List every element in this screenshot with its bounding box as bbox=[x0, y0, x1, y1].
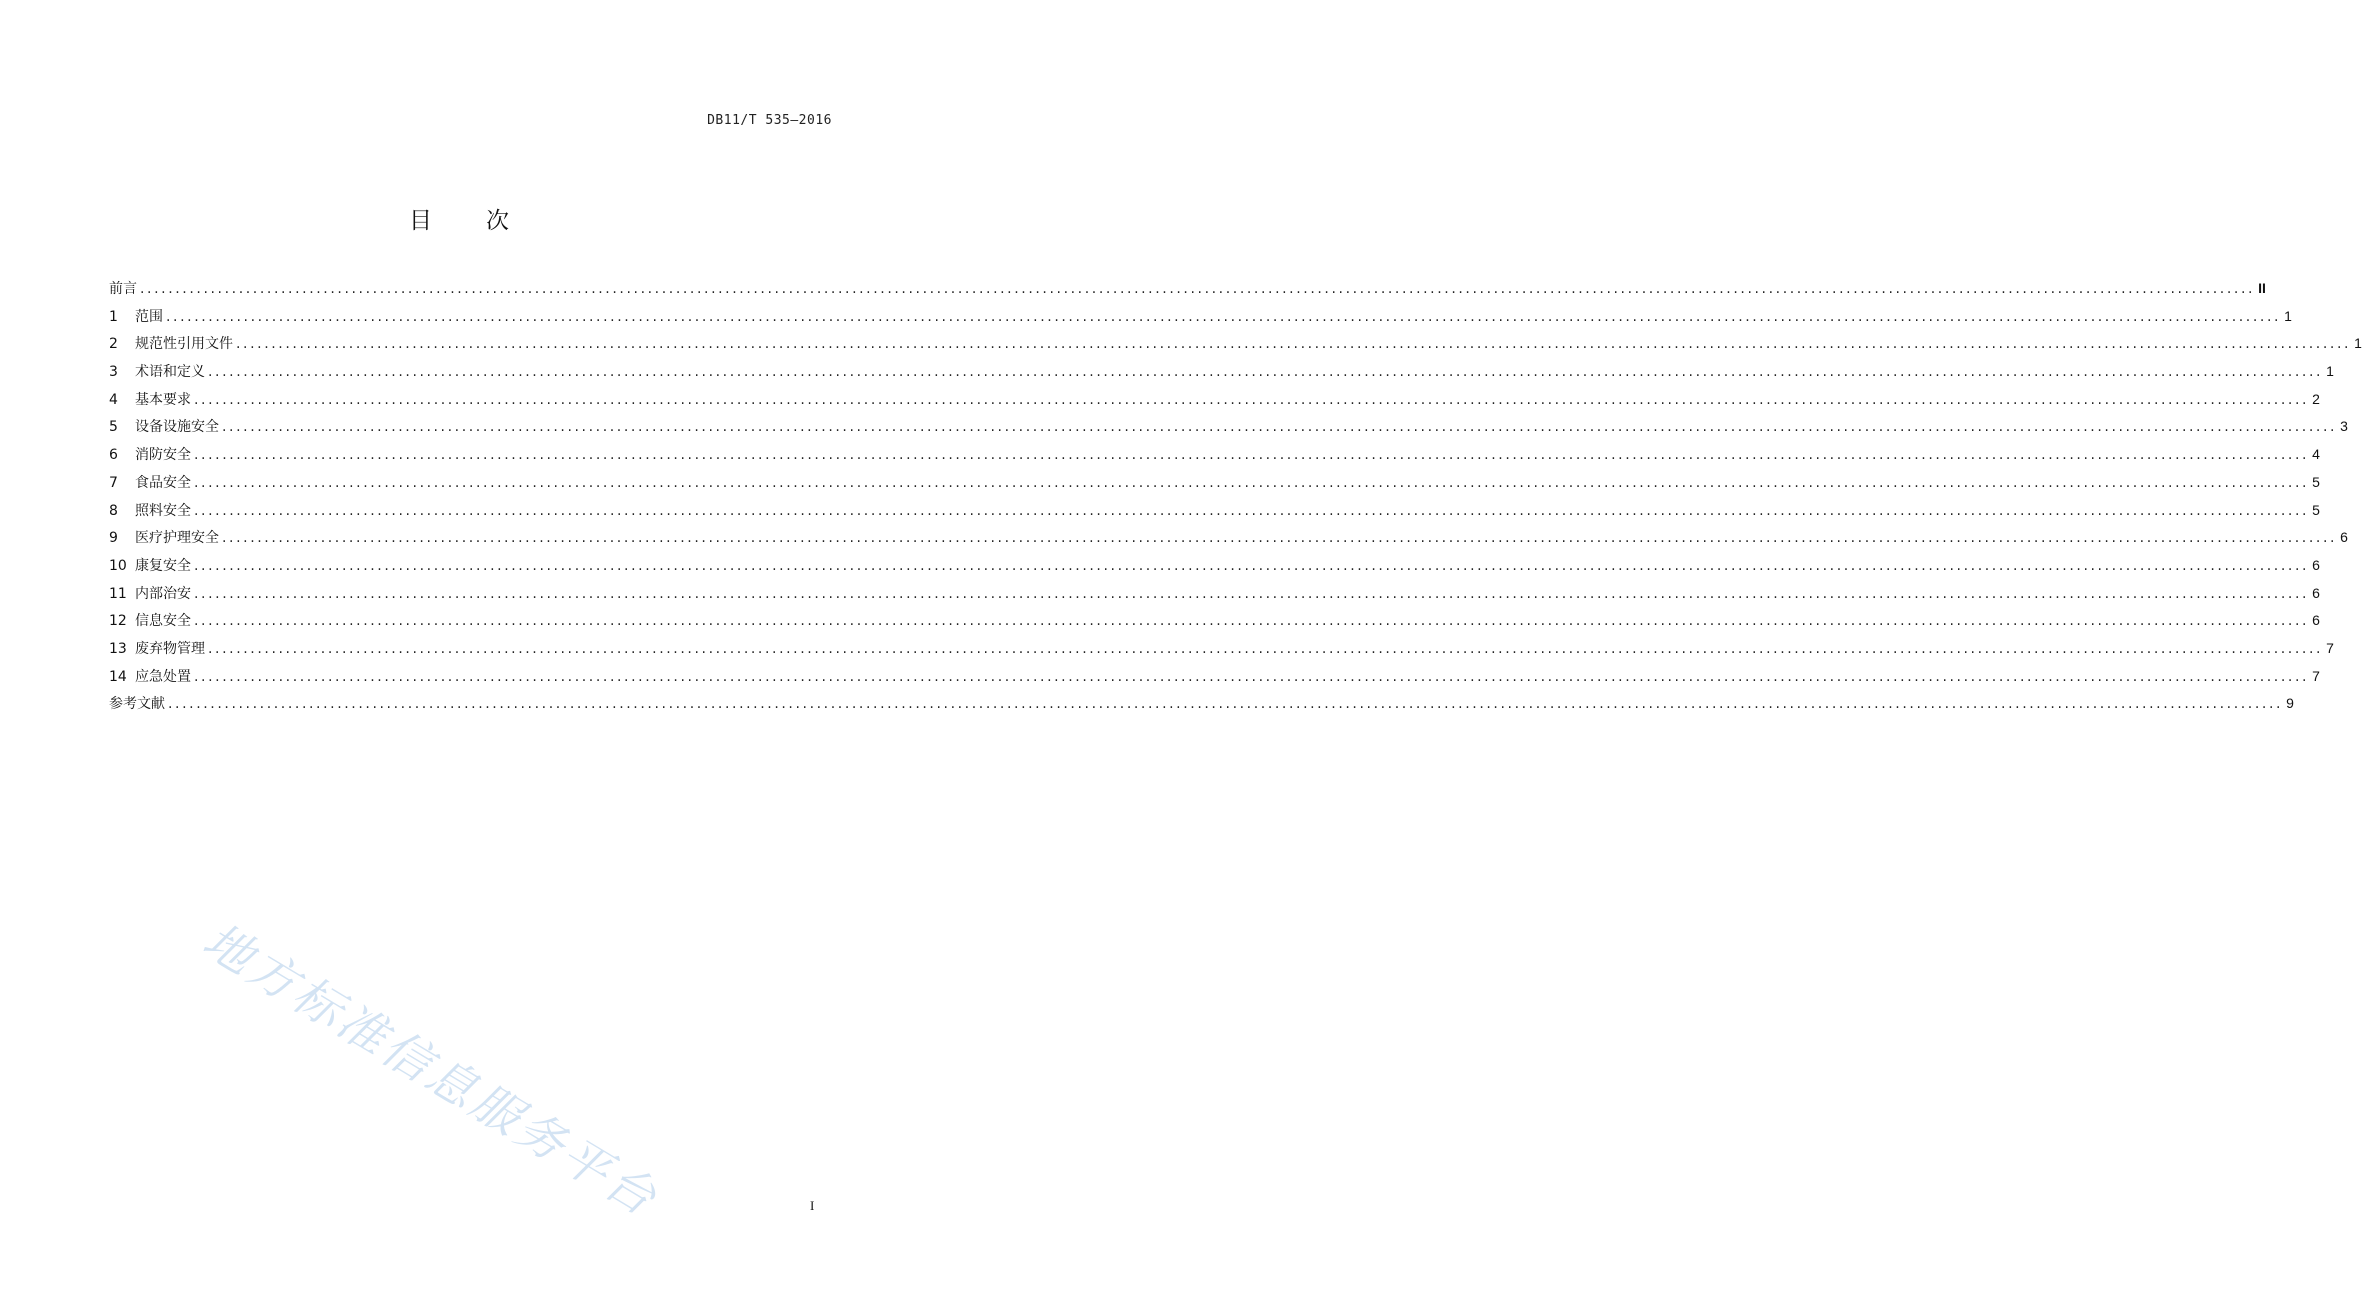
toc-entry-foreword[interactable] bbox=[109, 275, 2266, 303]
toc-entry-14[interactable] bbox=[109, 663, 2320, 691]
toc-entry-page: 1 bbox=[2354, 335, 2362, 352]
toc-entry-number: 6 bbox=[109, 447, 118, 464]
toc-entry-8[interactable] bbox=[109, 497, 2320, 525]
toc-leader-dots: ............................................................................................................................................................................................................................................................................................................ bbox=[194, 447, 2310, 464]
toc-leader-dots: ............................................................................................................................................................................................................................................................................................................ bbox=[222, 530, 2338, 547]
toc-entry-page: 7 bbox=[2312, 667, 2320, 684]
toc-leader-dots: ............................................................................................................................................................................................................................................................................................................ bbox=[194, 613, 2310, 630]
toc-entry-12[interactable] bbox=[109, 607, 2320, 635]
toc-leader-dots: ............................................................................................................................................................................................................................................................................................................ bbox=[194, 668, 2310, 685]
toc-entry-number: 5 bbox=[109, 419, 118, 436]
toc-entry-6[interactable] bbox=[109, 441, 2320, 469]
document-code: DB11/T 535—2016 bbox=[707, 113, 832, 128]
toc-entry-label: 参考文献 bbox=[109, 696, 165, 713]
toc-leader-dots: ............................................................................................................................................................................................................................................................................................................ bbox=[166, 308, 2282, 325]
toc-entry-number: 9 bbox=[109, 530, 118, 547]
toc-entry-2[interactable] bbox=[109, 330, 2362, 358]
toc-entry-number: 11 bbox=[109, 585, 127, 602]
toc-entry-number: 13 bbox=[109, 640, 127, 657]
toc-entry-page: 6 bbox=[2340, 529, 2348, 546]
toc-leader-dots: ............................................................................................................................................................................................................................................................................................................ bbox=[140, 281, 2256, 297]
page-title bbox=[0, 202, 920, 235]
toc-leader-dots: ............................................................................................................................................................................................................................................................................................................ bbox=[194, 585, 2310, 602]
toc-entry-13[interactable] bbox=[109, 635, 2334, 663]
toc-entry-number: 3 bbox=[109, 364, 118, 381]
toc-leader-dots: ............................................................................................................................................................................................................................................................................................................ bbox=[194, 557, 2310, 574]
toc-entry-page: 3 bbox=[2340, 418, 2348, 435]
toc-entry-number: 12 bbox=[109, 613, 127, 630]
toc-entry-references[interactable] bbox=[109, 690, 2294, 718]
toc-entry-label: 设备设施安全 bbox=[135, 419, 219, 436]
toc-entry-5[interactable] bbox=[109, 413, 2348, 441]
toc-entry-label: 信息安全 bbox=[135, 613, 191, 630]
toc-entry-7[interactable] bbox=[109, 469, 2320, 497]
toc-entry-4[interactable] bbox=[109, 386, 2320, 414]
toc-entry-label: 医疗护理安全 bbox=[135, 530, 219, 547]
toc-entry-label: 基本要求 bbox=[135, 391, 191, 408]
toc-entry-page: 1 bbox=[2284, 307, 2292, 324]
toc-leader-dots: ............................................................................................................................................................................................................................................................................................................ bbox=[236, 336, 2352, 353]
title-char-1: 目 bbox=[409, 208, 434, 234]
toc-entry-number: 7 bbox=[109, 474, 118, 491]
toc-entry-page: 6 bbox=[2312, 612, 2320, 629]
toc-entry-page: 5 bbox=[2312, 501, 2320, 518]
toc-entry-number: 10 bbox=[109, 557, 127, 574]
toc-entry-9[interactable] bbox=[109, 524, 2348, 552]
toc-entry-number: 1 bbox=[109, 308, 118, 325]
toc-entry-label: 内部治安 bbox=[135, 585, 191, 602]
toc-entry-label: 照料安全 bbox=[135, 502, 191, 519]
watermark: 地方标准信息服务平台 bbox=[193, 912, 669, 1229]
toc-leader-dots: ............................................................................................................................................................................................................................................................................................................ bbox=[194, 474, 2310, 491]
toc-entry-label: 前言 bbox=[109, 281, 137, 297]
toc-entry-3[interactable] bbox=[109, 358, 2334, 386]
page-number: I bbox=[810, 1198, 815, 1213]
toc-entry-10[interactable] bbox=[109, 552, 2320, 580]
toc-entry-label: 规范性引用文件 bbox=[135, 336, 233, 353]
table-of-contents bbox=[109, 275, 2362, 718]
toc-entry-number: 14 bbox=[109, 668, 127, 685]
toc-entry-page: 5 bbox=[2312, 473, 2320, 490]
toc-entry-page: 7 bbox=[2326, 639, 2334, 656]
toc-entry-label: 食品安全 bbox=[135, 474, 191, 491]
toc-entry-1[interactable] bbox=[109, 303, 2292, 331]
toc-leader-dots: ............................................................................................................................................................................................................................................................................................................ bbox=[222, 419, 2338, 436]
toc-leader-dots: ............................................................................................................................................................................................................................................................................................................ bbox=[168, 696, 2284, 713]
toc-entry-label: 消防安全 bbox=[135, 447, 191, 464]
toc-entry-label: 范围 bbox=[135, 308, 163, 325]
toc-entry-page: II bbox=[2258, 280, 2266, 296]
toc-entry-label: 废弃物管理 bbox=[135, 640, 205, 657]
toc-entry-number: 8 bbox=[109, 502, 118, 519]
toc-entry-page: 4 bbox=[2312, 446, 2320, 463]
toc-leader-dots: ............................................................................................................................................................................................................................................................................................................ bbox=[194, 502, 2310, 519]
title-char-2: 次 bbox=[486, 208, 511, 234]
toc-entry-label: 康复安全 bbox=[135, 557, 191, 574]
toc-entry-page: 6 bbox=[2312, 556, 2320, 573]
toc-entry-label: 应急处置 bbox=[135, 668, 191, 685]
toc-leader-dots: ............................................................................................................................................................................................................................................................................................................ bbox=[194, 391, 2310, 408]
toc-entry-number: 4 bbox=[109, 391, 118, 408]
toc-entry-page: 1 bbox=[2326, 363, 2334, 380]
toc-entry-page: 9 bbox=[2286, 695, 2294, 712]
toc-entry-11[interactable] bbox=[109, 580, 2320, 608]
toc-leader-dots: ............................................................................................................................................................................................................................................................................................................ bbox=[208, 364, 2324, 381]
toc-entry-page: 6 bbox=[2312, 584, 2320, 601]
toc-entry-label: 术语和定义 bbox=[135, 364, 205, 381]
toc-entry-number: 2 bbox=[109, 336, 118, 353]
toc-leader-dots: ............................................................................................................................................................................................................................................................................................................ bbox=[208, 640, 2324, 657]
toc-entry-page: 2 bbox=[2312, 390, 2320, 407]
